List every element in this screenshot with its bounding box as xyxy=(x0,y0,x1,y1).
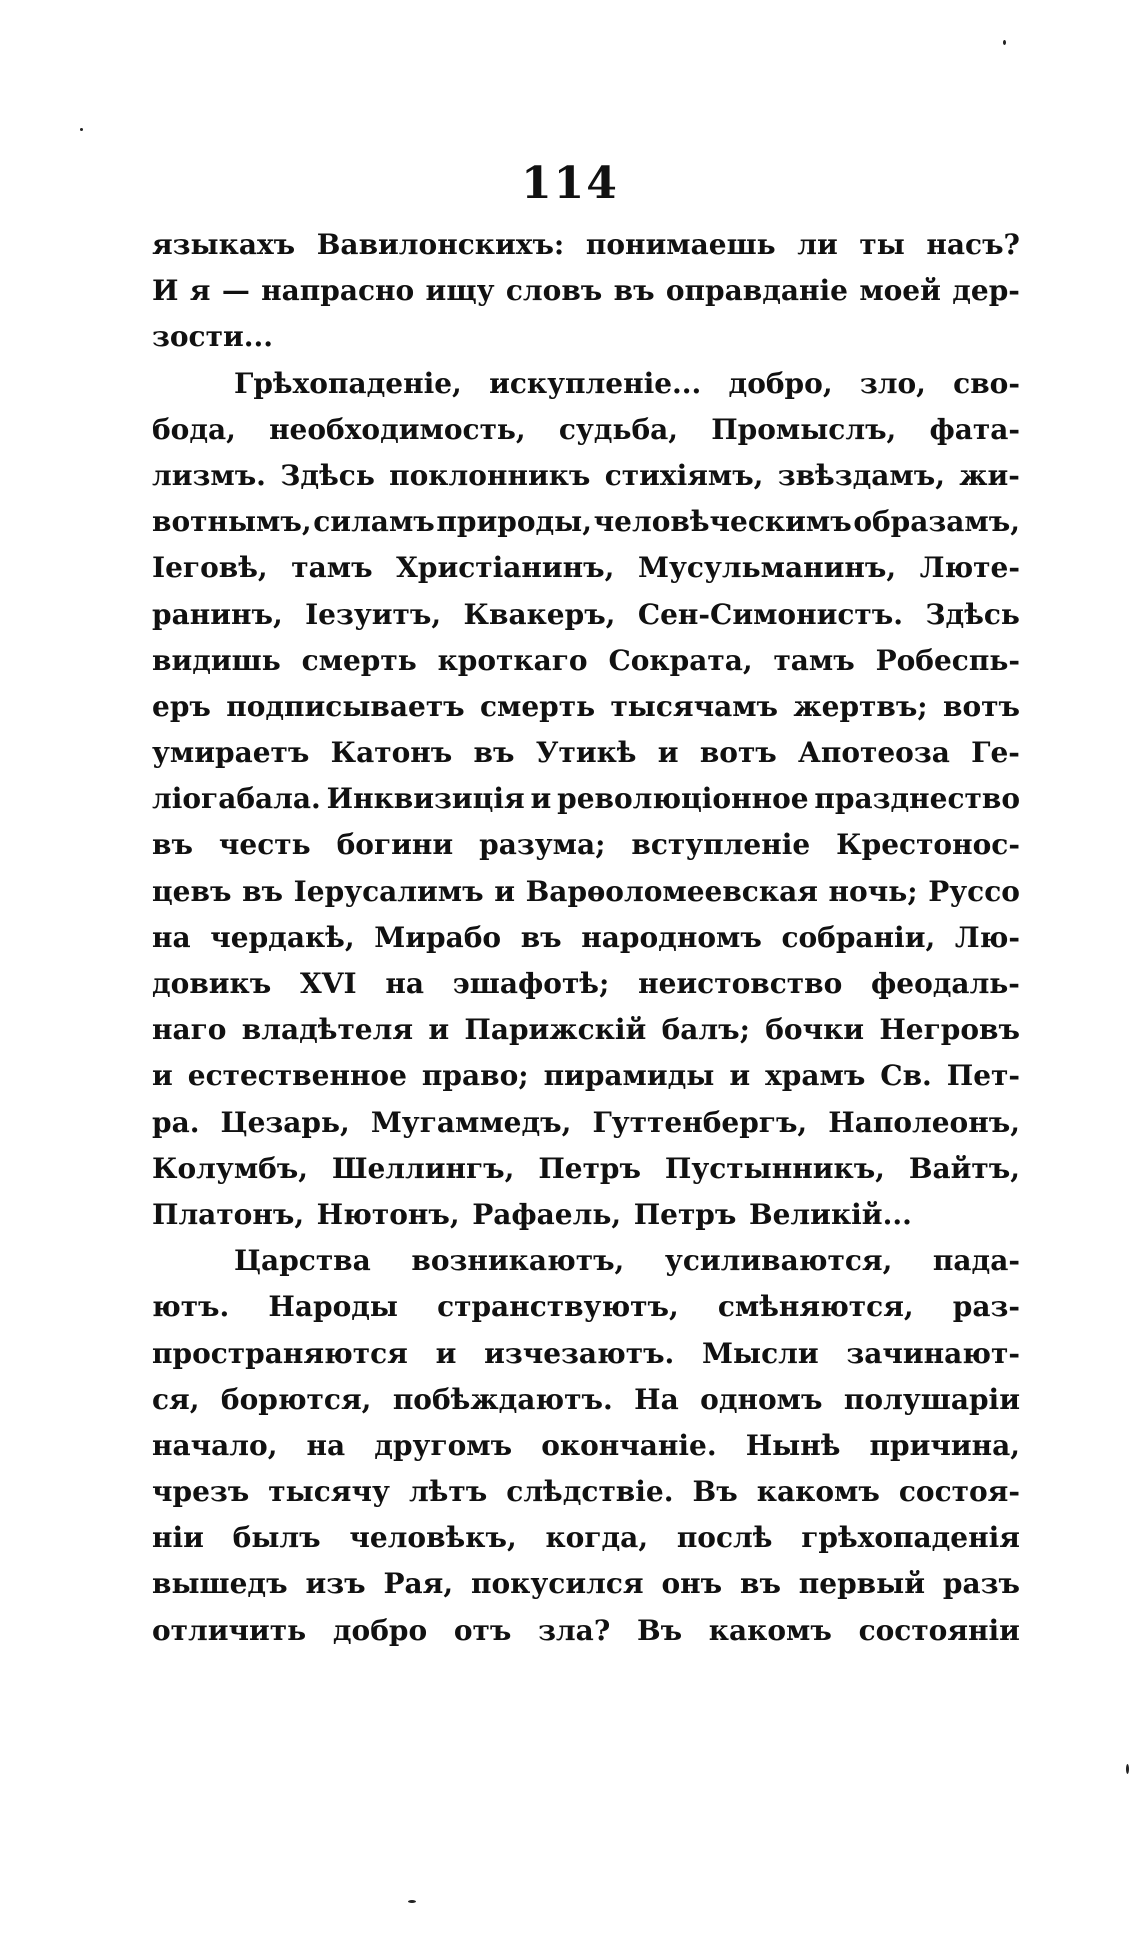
word: естественное xyxy=(187,1059,407,1093)
word: зла? xyxy=(538,1613,611,1647)
word: На xyxy=(634,1382,679,1416)
word: цевъ xyxy=(152,874,232,908)
word: Пустынникъ, xyxy=(664,1151,885,1185)
word: наго xyxy=(152,1013,227,1047)
word: первый xyxy=(798,1567,925,1601)
word: Іезуитъ, xyxy=(305,597,442,631)
word: ра. xyxy=(152,1105,200,1139)
word: Въ xyxy=(636,1613,683,1647)
word: Катонъ xyxy=(330,736,453,770)
word: грѣхопаденія xyxy=(801,1521,1020,1555)
word: человѣческимъ xyxy=(593,505,852,539)
word: смерть xyxy=(301,643,417,677)
text-line xyxy=(152,499,1020,545)
word: отличить xyxy=(152,1613,307,1647)
word: празднество xyxy=(814,782,1020,816)
word: звѣздамъ, xyxy=(777,458,945,492)
word: тамъ xyxy=(773,643,855,677)
word: Варѳоломеевская xyxy=(525,874,818,908)
text-line xyxy=(152,915,1020,961)
word: тысячамъ xyxy=(610,689,779,723)
word: силамъ xyxy=(313,505,435,539)
text-line xyxy=(152,869,1020,915)
word: Сен-Симонистъ. xyxy=(637,597,903,631)
word: подписываетъ xyxy=(226,689,465,723)
text-line xyxy=(152,1238,1020,1284)
word: состояніи xyxy=(858,1613,1020,1647)
word: и xyxy=(152,1059,173,1093)
word: Здѣсь xyxy=(925,597,1020,631)
word: изчезаютъ. xyxy=(484,1336,675,1370)
word: необходимость, xyxy=(269,412,526,446)
word: вышедъ xyxy=(152,1567,288,1601)
word: еръ xyxy=(152,689,211,723)
word: ніи xyxy=(152,1521,204,1555)
word: насъ? xyxy=(926,228,1020,261)
word: онъ xyxy=(661,1567,723,1601)
word: вотнымъ, xyxy=(152,505,312,539)
word: Мысли xyxy=(702,1336,819,1370)
text-line xyxy=(152,1284,1020,1330)
word: фата- xyxy=(929,412,1020,446)
word: побѣждаютъ. xyxy=(392,1382,613,1416)
word: смерть xyxy=(479,689,596,723)
word: Руссо xyxy=(928,874,1020,908)
word: Платонъ, xyxy=(152,1197,305,1231)
word: Грѣхопаденіе, xyxy=(234,366,462,400)
word: вотъ xyxy=(699,736,777,770)
word: Лю- xyxy=(954,920,1020,954)
word: XVI xyxy=(300,967,357,1000)
word: въ xyxy=(152,828,193,862)
word: и xyxy=(530,782,552,816)
word: борются, xyxy=(220,1382,372,1416)
word: Цезарь, xyxy=(220,1105,350,1139)
word: Инквизиція xyxy=(326,782,525,816)
text-line xyxy=(152,1331,1020,1377)
word: возникаютъ, xyxy=(411,1244,625,1278)
page-number: 114 xyxy=(521,158,619,209)
word: Парижскій xyxy=(464,1013,647,1047)
word: честь xyxy=(218,828,311,862)
text-line xyxy=(152,1561,1020,1607)
word: понимаешь xyxy=(585,228,776,261)
scan-speck xyxy=(80,128,83,131)
word: моей xyxy=(859,274,941,308)
word: зости... xyxy=(152,320,273,354)
word: тысячу xyxy=(268,1475,390,1509)
word: лѣтъ xyxy=(408,1475,488,1509)
word: Нынѣ xyxy=(745,1428,841,1462)
word: Робеспь- xyxy=(875,643,1020,677)
word: въ xyxy=(473,736,515,770)
word: Квакеръ, xyxy=(463,597,616,631)
scan-speck xyxy=(1126,1764,1129,1774)
word: тамъ xyxy=(291,551,373,585)
word: оправданіе xyxy=(665,274,848,308)
word: Здѣсь xyxy=(280,458,375,492)
word: кроткаго xyxy=(437,643,588,677)
word: жертвъ; xyxy=(793,689,928,723)
word: причина, xyxy=(869,1428,1020,1462)
word: судьба, xyxy=(558,412,679,446)
word: когда, xyxy=(545,1521,649,1555)
word: Промыслъ, xyxy=(711,412,897,446)
word: чрезъ xyxy=(152,1475,250,1509)
text-line xyxy=(152,776,1020,822)
text-line xyxy=(152,1608,1020,1654)
word: чердакѣ, xyxy=(210,920,355,954)
word: пирамиды xyxy=(543,1059,715,1093)
word: природы, xyxy=(436,505,592,539)
text-line xyxy=(152,1053,1020,1099)
word: балъ; xyxy=(661,1013,750,1047)
word: Народы xyxy=(268,1290,398,1324)
word: ся, xyxy=(152,1382,200,1416)
word: Св. xyxy=(880,1059,932,1093)
word: изъ xyxy=(305,1567,366,1601)
word: полушаріи xyxy=(843,1382,1020,1416)
word: другомъ xyxy=(374,1428,513,1462)
word: Гуттенбергъ, xyxy=(592,1105,808,1139)
word: Іерусалимъ xyxy=(293,874,484,908)
text-line xyxy=(152,407,1020,453)
word: добро, xyxy=(728,366,833,400)
word: вотъ xyxy=(942,689,1020,723)
word: зло, xyxy=(859,366,926,400)
word: въ xyxy=(520,920,562,954)
word: ютъ. xyxy=(152,1290,230,1324)
word: видишь xyxy=(152,643,281,677)
text-line xyxy=(152,684,1020,730)
word: Вавилонскихъ: xyxy=(316,228,565,261)
text-line xyxy=(152,822,1020,868)
word: ночь; xyxy=(828,874,918,908)
word: Шеллингъ, xyxy=(331,1151,515,1185)
word: Мирабо xyxy=(374,920,502,954)
word: ліогабала. xyxy=(152,782,321,816)
word: языкахъ xyxy=(152,228,296,261)
word: Колумбъ, xyxy=(152,1151,309,1185)
word: неистовство xyxy=(638,967,843,1000)
word: Мугаммедъ, xyxy=(370,1105,572,1139)
text-line xyxy=(152,961,1020,1007)
word: Апотеоза xyxy=(798,736,950,770)
word: на xyxy=(152,920,191,954)
word: — xyxy=(221,274,250,308)
text-line xyxy=(152,1007,1020,1053)
word: зачинают- xyxy=(846,1336,1020,1370)
word: Мусульманинъ, xyxy=(638,551,897,585)
scan-speck xyxy=(1003,40,1006,45)
word: Крестонос- xyxy=(836,828,1020,862)
word: стихіямъ, xyxy=(604,458,764,492)
word: разъ xyxy=(942,1567,1020,1601)
word: Рая, xyxy=(383,1567,454,1601)
text-line xyxy=(152,268,1020,314)
word: лизмъ. xyxy=(152,458,266,492)
word: покусился xyxy=(470,1567,644,1601)
word: ранинъ, xyxy=(152,597,283,631)
word: и xyxy=(494,874,515,908)
word: Христіанинъ, xyxy=(396,551,615,585)
word: Ге- xyxy=(971,736,1020,770)
word: отъ xyxy=(453,1613,512,1647)
word: словъ xyxy=(505,274,603,308)
word: Пет- xyxy=(946,1059,1020,1093)
word: Сократа, xyxy=(608,643,753,677)
word: на xyxy=(306,1428,346,1462)
word: Нютонъ, xyxy=(316,1197,460,1231)
text-line xyxy=(152,1377,1020,1423)
word: раз- xyxy=(952,1290,1020,1324)
word: состоя- xyxy=(898,1475,1020,1509)
word: усиливаются, xyxy=(664,1244,893,1278)
word: Вайтъ, xyxy=(908,1151,1020,1185)
text-line xyxy=(152,730,1020,776)
word: поклонникъ xyxy=(389,458,591,492)
word: пада- xyxy=(932,1244,1020,1278)
word: Наполеонъ, xyxy=(828,1105,1020,1139)
word: Рафаель, xyxy=(472,1197,622,1231)
body-text xyxy=(152,222,1020,1654)
word: бода, xyxy=(152,412,236,446)
word: на xyxy=(385,967,424,1000)
word: Негровъ xyxy=(879,1013,1020,1047)
word: довикъ xyxy=(152,967,272,1000)
scan-speck xyxy=(408,1900,416,1903)
text-line xyxy=(152,1423,1020,1469)
word: владѣтеля xyxy=(241,1013,414,1047)
word: бочки xyxy=(765,1013,865,1047)
word: въ xyxy=(613,274,655,308)
text-line xyxy=(152,1100,1020,1146)
text-line xyxy=(152,1515,1020,1561)
word: слѣдствіе. xyxy=(506,1475,674,1509)
word: храмъ xyxy=(765,1059,866,1093)
word: И xyxy=(152,274,179,308)
word: Въ xyxy=(692,1475,738,1509)
word: ли xyxy=(797,228,838,261)
word: пространяются xyxy=(152,1336,408,1370)
word: ищу xyxy=(425,274,495,308)
word: въ xyxy=(739,1567,781,1601)
text-line xyxy=(152,1146,1020,1192)
word: Утикѣ xyxy=(535,736,637,770)
word: Царства xyxy=(234,1244,371,1278)
word: ты xyxy=(859,228,905,261)
word: окончаніе. xyxy=(541,1428,717,1462)
word: и xyxy=(435,1336,457,1370)
word: Люте- xyxy=(919,551,1020,585)
word: смѣняются, xyxy=(717,1290,914,1324)
word: начало, xyxy=(152,1428,278,1462)
word: былъ xyxy=(232,1521,321,1555)
word: умираетъ xyxy=(152,736,310,770)
word: напрасно xyxy=(261,274,415,308)
text-line xyxy=(152,314,1020,360)
text-line xyxy=(152,1469,1020,1515)
word: вступленіе xyxy=(631,828,811,862)
word: Петръ xyxy=(538,1151,641,1185)
word: я xyxy=(189,274,211,308)
word: и xyxy=(729,1059,751,1093)
word: революціонное xyxy=(557,782,809,816)
text-line xyxy=(152,361,1020,407)
word: послѣ xyxy=(676,1521,773,1555)
word: право; xyxy=(421,1059,529,1093)
word: добро xyxy=(332,1613,428,1647)
word: Петръ xyxy=(633,1197,737,1231)
word: сво- xyxy=(953,366,1020,400)
text-line xyxy=(152,1192,1020,1238)
word: и xyxy=(428,1013,450,1047)
word: въ xyxy=(242,874,284,908)
text-line xyxy=(152,453,1020,499)
word: какомъ xyxy=(708,1613,832,1647)
word: разума; xyxy=(479,828,606,862)
word: жи- xyxy=(959,458,1020,492)
word: Іеговѣ, xyxy=(152,551,268,585)
word: эшафотѣ; xyxy=(452,967,610,1000)
word: дер- xyxy=(952,274,1020,308)
word: Великій... xyxy=(748,1197,912,1231)
word: народномъ xyxy=(581,920,762,954)
text-line xyxy=(152,545,1020,591)
word: и xyxy=(657,736,679,770)
word: одномъ xyxy=(700,1382,823,1416)
word: образамъ, xyxy=(853,505,1020,539)
text-line xyxy=(152,222,1020,268)
text-line xyxy=(152,592,1020,638)
word: феодаль- xyxy=(871,967,1020,1000)
word: собраніи, xyxy=(781,920,936,954)
word: человѣкъ, xyxy=(349,1521,517,1555)
word: искупленіе... xyxy=(489,366,702,400)
text-line xyxy=(152,638,1020,684)
word: богини xyxy=(336,828,454,862)
word: какомъ xyxy=(756,1475,880,1509)
word: странствуютъ, xyxy=(437,1290,679,1324)
